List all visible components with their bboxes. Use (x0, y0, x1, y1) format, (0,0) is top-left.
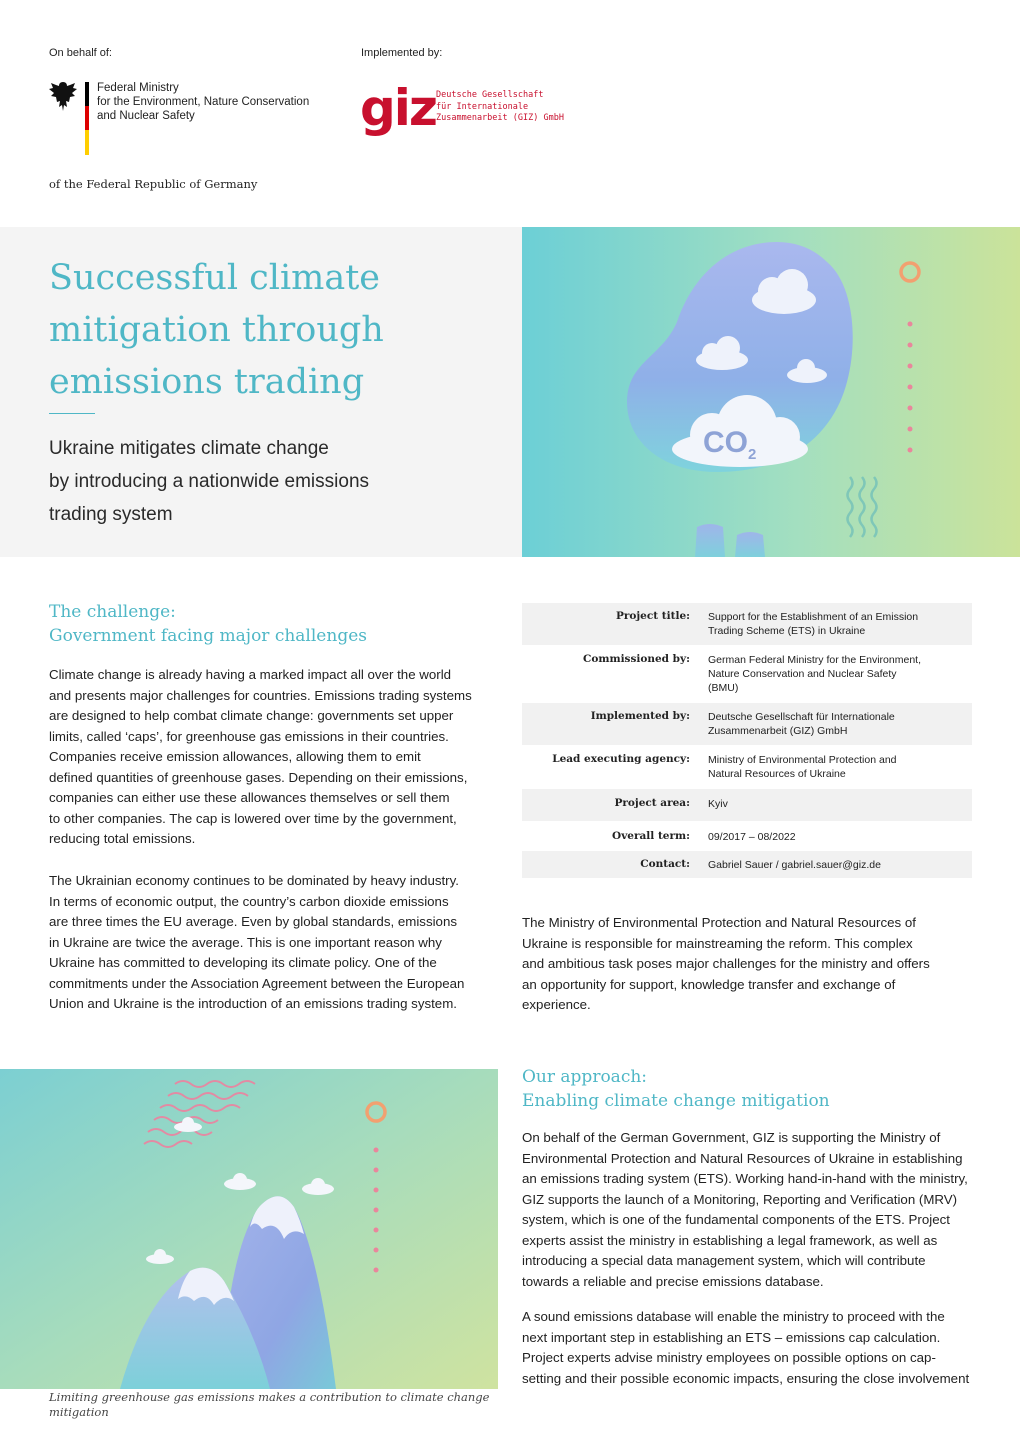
info-row-project-title: Project title: Support for the Establishment of an Emission Trading Scheme (ETS) in Ukraine (522, 603, 972, 645)
on-behalf-label: On behalf of: (49, 47, 112, 59)
approach-heading: Our approach: Enabling climate change mitigation (522, 1067, 830, 1111)
federal-eagle-icon (48, 80, 78, 114)
challenge-paragraph-2: The Ukrainian economy continues to be dominated by heavy industry. In terms of economic output, the country’s carbon dioxide emissions are three times the EU average. Even by global standards, emissions in Ukraine are twice the average. This is one important reason why Ukraine has committed to developing its climate policy. One of the commitments under the Association Agreement between the European Union and Ukraine is the introduction of an emissions trading system. (49, 873, 465, 1011)
flag-stripe-black (85, 82, 89, 106)
challenge-heading: The challenge: Government facing major challenges (49, 602, 367, 646)
info-row-implemented-by: Implemented by: Deutsche Gesellschaft für Internationale Zusammenarbeit (GIZ) GmbH (522, 703, 972, 745)
ministry-name: Federal Ministry for the Environment, Nature Conservation and Nuclear Safety (97, 82, 310, 122)
flag-stripe-gold (85, 130, 89, 155)
co2-subscript: 2 (748, 446, 757, 463)
info-row-overall-term: Overall term: 09/2017 – 08/2022 (612, 830, 796, 843)
implemented-by-label: Implemented by: (361, 47, 443, 59)
page-title: Successful climate mitigation through emissions trading (49, 258, 384, 402)
page-subtitle: Ukraine mitigates climate change by introducing a nationwide emissions trading system (49, 438, 370, 525)
image-caption: Limiting greenhouse gas emissions makes a contribution to climate change mitigation (49, 1390, 490, 1419)
challenge-paragraph-1: Climate change is already having a marked impact all over the world and presents major challenges for countries. Emissions trading systems are designed to help combat climate change: governments set upper limits, called ‘caps’, for greenhouse gas emissions in their countries. Companies receive emission allowances, allowing them to emit defined quantities of greenhouse gases. Depending on their emissions, companies can either use these allowances themselves or sell them to other companies. The cap is lowered over time by the government, reducing total emissions. (49, 667, 472, 846)
co2-label: CO (703, 426, 748, 459)
chimney-icon (735, 532, 765, 557)
hero-illustration (522, 227, 1020, 557)
giz-logo-word: giz (360, 79, 437, 137)
ministry-paragraph: The Ministry of Environmental Protection and Natural Resources of Ukraine is responsible for mainstreaming the reform. This complex and ambitious task poses major challenges for the ministry and offers an opportunity for support, knowledge transfer and exchange of experience. (522, 915, 930, 1012)
title-divider (49, 413, 95, 414)
info-row-lead-agency: Lead executing agency: Ministry of Environmental Protection and Natural Resources of Ukraine (552, 753, 897, 780)
chimney-icon (695, 524, 725, 557)
giz-logo-text: Deutsche Gesellschaft für Internationale Zusammenarbeit (GIZ) GmbH (436, 90, 564, 123)
mountain-illustration (0, 1069, 498, 1389)
approach-paragraph-1: On behalf of the German Government, GIZ is supporting the Ministry of Environmental Protection and Natural Resources of Ukraine in establishing an emissions trading system (ETS). Working hand-in-hand with the ministry, GIZ supports the launch of a Monitoring, Reporting and Verification (MRV) system, which is one of the fundamental components of the ETS. Project experts assist the ministry in establishing a legal framework, as well as introducing a special data management system, which will contribute towards a reliable and precise emissions database. (522, 1130, 968, 1289)
info-row-project-area: Project area: Kyiv (522, 789, 972, 821)
federal-republic-line: of the Federal Republic of Germany (49, 177, 258, 191)
info-row-contact: Contact: Gabriel Sauer / gabriel.sauer@giz.de (522, 851, 972, 878)
info-row-commissioned-by: Commissioned by: German Federal Ministry for the Environment, Nature Conservation and Nuclear Safety (BMU) (582, 653, 921, 694)
contact-email-link[interactable]: Gabriel Sauer / gabriel.sauer@giz.de (708, 859, 881, 871)
approach-paragraph-2: A sound emissions database will enable the ministry to proceed with the next important step in establishing an ETS – emissions cap calculation. Project experts advise ministry employees on possible options on cap- setting and their possible economic impacts, ensuring the close involvement (522, 1309, 970, 1386)
flag-stripe-red (85, 106, 89, 130)
